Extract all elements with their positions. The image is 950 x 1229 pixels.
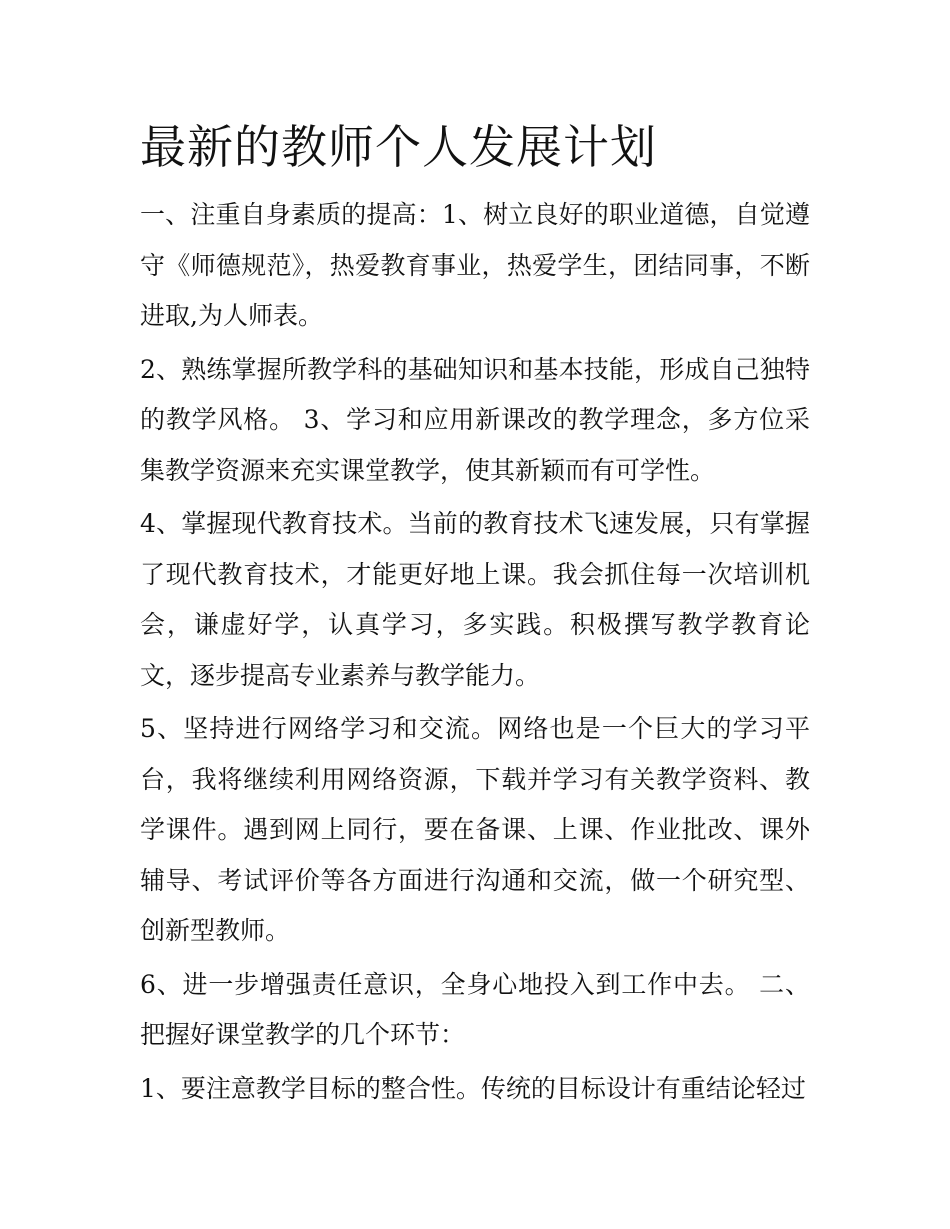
document-page [140, 112, 810, 1117]
paragraph-1: 一、注重自身素质的提高：1、树立良好的职业道德，自觉遵守《师德规范》，热爱教育事业，热爱学生，团结同事，不断进取,为人师表。 [140, 200, 810, 330]
paragraph-6: 1、要注意教学目标的整合性。传统的目标设计有重结论轻过 [140, 1073, 806, 1103]
paragraph-5: 6、进一步增强责任意识，全身心地投入到工作中去。 二、把握好课堂教学的几个环节： [140, 969, 810, 1049]
paragraph-3: 4、掌握现代教育技术。当前的教育技术飞速发展，只有掌握了现代教育技术，才能更好地上课。我会抓住每一次培训机会，谦虚好学，认真学习，多实践。积极撰写教学教育论文，逐步提高专业素养与教学能力。 [140, 509, 810, 690]
paragraph-2: 2、熟练掌握所教学科的基础知识和基本技能，形成自己独特的教学风格。 3、学习和应用新课改的教学理念，多方位采集教学资源来充实课堂教学，使其新颖而有可学性。 [140, 354, 810, 485]
paragraph-4: 5、坚持进行网络学习和交流。网络也是一个巨大的学习平台，我将继续利用网络资源，下载并学习有关教学资料、教学课件。遇到网上同行，要在备课、上课、作业批改、课外辅导、考试评价等各方面进行沟通和交流，做一个研究型、创新型教师。 [140, 714, 810, 945]
document-title: 最新的教师个人发展计划 [140, 120, 657, 174]
